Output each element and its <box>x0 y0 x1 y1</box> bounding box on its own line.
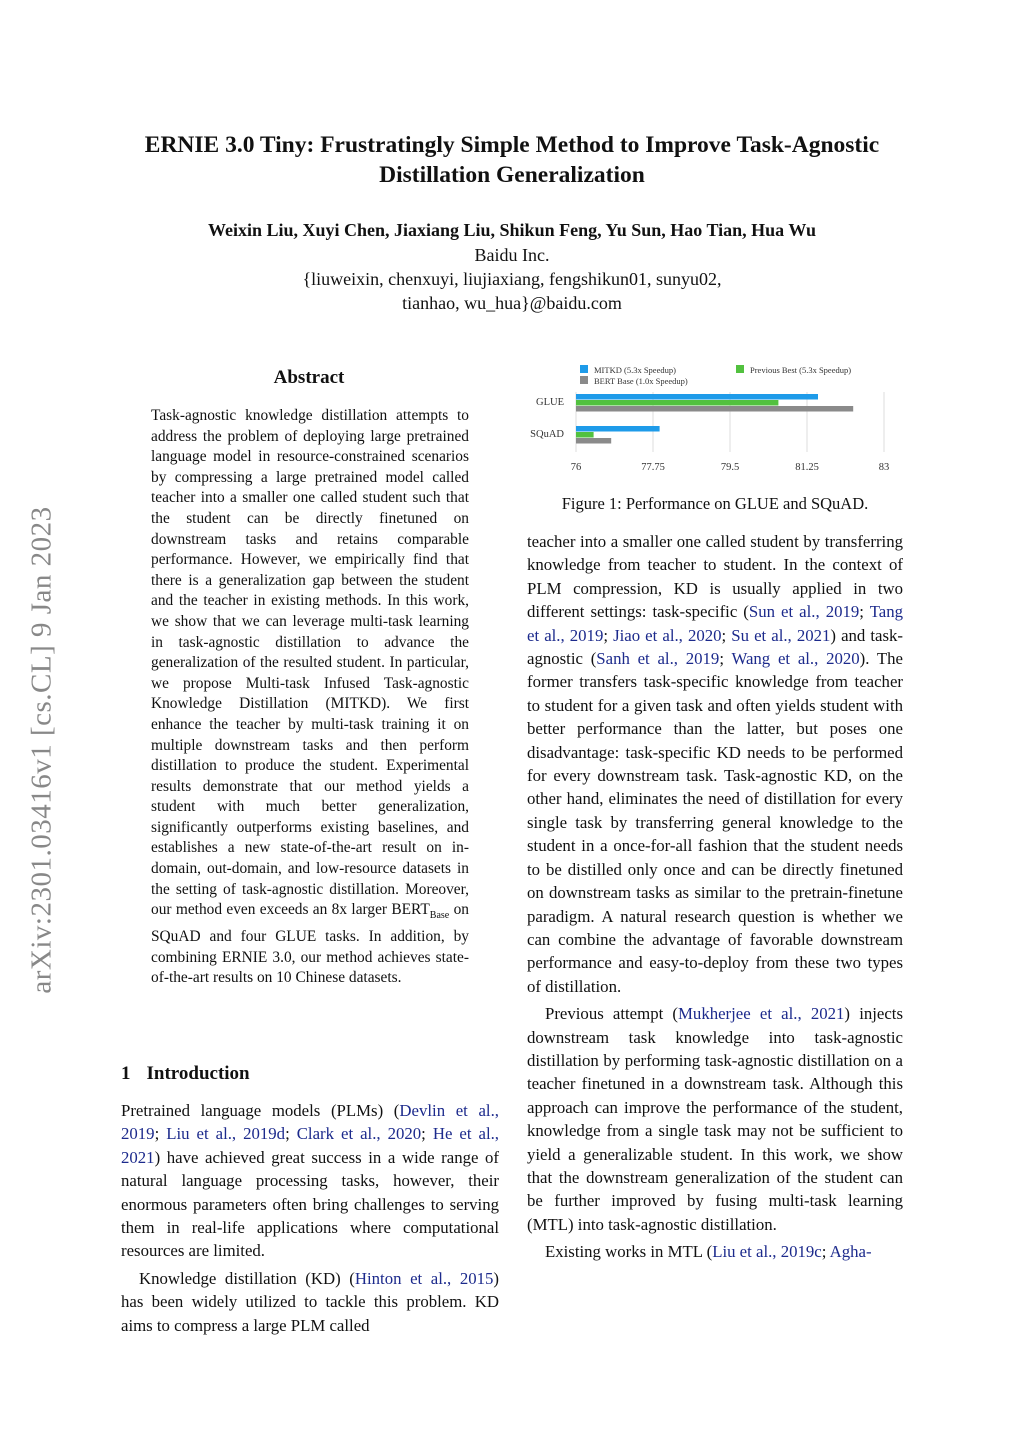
right-column <box>527 530 903 1264</box>
text-span: Knowledge distillation (KD) ( <box>139 1268 355 1288</box>
emails-line-1: {liuweixin, chenxuyi, liujiaxiang, fengshikun01, sunyu02, <box>302 269 722 289</box>
text-span: ; <box>421 1124 433 1144</box>
category-label: GLUE <box>536 397 564 408</box>
text-span: ; <box>721 625 732 645</box>
text-span: ) injects downstream task knowledge into task-agnostic distillation by performing task-agnostic distillation on a teacher finetuned in a downstream task. Although this approach can improve the performance of the student, knowledge from a single task may not be sufficient to yield a generalizable student. In this work, we show that the downstream generalization of the student can be further improved by fusing multi-task learning (MTL) into task-agnostic distillation. <box>527 1004 903 1234</box>
x-tick-label: 76 <box>570 462 582 473</box>
abstract-heading: Abstract <box>273 367 345 388</box>
bar-squad-3 <box>576 438 611 444</box>
affiliation: Baidu Inc. <box>474 245 550 265</box>
abstract-body <box>151 406 469 989</box>
legend-swatch <box>736 365 744 373</box>
text-span: ; <box>859 602 870 622</box>
legend-swatch <box>580 365 588 373</box>
citation-link[interactable]: Sanh et al., 2019 <box>596 649 720 669</box>
section-heading <box>121 1063 250 1085</box>
x-tick-label: 79.5 <box>720 462 740 473</box>
legend-label: Previous Best (5.3x Speedup) <box>750 365 852 375</box>
bar-squad-1 <box>576 426 660 432</box>
bert-term: BERT <box>391 901 430 919</box>
intro-paragraph-3 <box>527 530 903 998</box>
bar-glue-1 <box>576 394 818 400</box>
left-column <box>121 1099 499 1337</box>
paper-title <box>100 130 924 190</box>
citation-link[interactable]: Hinton et al., 2015 <box>354 1268 494 1288</box>
text-span: ) have achieved great success in a wide range of natural language processing tasks, however, their enormous parameters often bring challenges to serving them in real-life applications where computational resources are limited. <box>121 1147 499 1261</box>
intro-paragraph-4 <box>527 1002 903 1236</box>
citation-link[interactable]: Su et al., 2021 <box>731 625 831 645</box>
x-tick-label: 77.75 <box>641 462 665 473</box>
citation-link[interactable]: Agha- <box>829 1242 872 1262</box>
x-tick-label: 83 <box>878 462 890 473</box>
intro-paragraph-1 <box>121 1099 499 1263</box>
text-span: teacher into a smaller one called student by transferring knowledge from teacher to student. In the context of PLM compression, KD is usually applied in two different settings: task-specific ( <box>527 532 903 622</box>
title-line-1: ERNIE 3.0 Tiny: Frustratingly Simple Method to Improve Task-Agnostic <box>144 132 880 158</box>
text-span: ; <box>154 1124 167 1144</box>
figure-1-chart <box>520 360 900 478</box>
text-span: ) and task-agnostic ( <box>527 625 903 669</box>
category-label: SQuAD <box>530 429 564 440</box>
text-span: ). The former transfers task-specific knowledge from teacher to student for a given task and often yields student with better performance than the latter, but poses one disadvantage: task-specific KD needs to be performed for every downstream task. Task-agnostic KD, on the other hand, eliminates the need of distillation for every single task by transferring general knowledge to the student in a once-for-all fashion that the student needs to be distilled only once and can be directly finetuned on downstream tasks as similar to the pretrain-finetune paradigm. A natural research question is whether we can combine the advantage of favorable downstream performance and easy-to-deploy from these two types of distillation. <box>527 649 903 996</box>
bar-chart-svg <box>520 360 900 478</box>
legend-label: MITKD (5.3x Speedup) <box>594 365 676 375</box>
emails-line-2: tianhao, wu_hua}@baidu.com <box>402 293 622 313</box>
x-tick-label: 81.25 <box>795 462 819 473</box>
citation-link[interactable]: Liu et al., 2019d <box>166 1124 286 1144</box>
citation-link[interactable]: Liu et al., 2019c <box>712 1242 822 1262</box>
section-title: Introduction <box>146 1063 250 1084</box>
figure-caption: Figure 1: Performance on GLUE and SQuAD. <box>561 494 869 513</box>
text-span: ) has been widely utilized to tackle this problem. KD aims to compress a large PLM called <box>121 1268 499 1335</box>
arxiv-identifier: arXiv:2301.03416v1 [cs.CL] 9 Jan 2023 <box>25 506 58 994</box>
title-line-2: Distillation Generalization <box>379 162 645 188</box>
abstract-text-1: Task-agnostic knowledge distillation attempts to address the problem of deploying large pretrained language model in resource-constrained scenarios by compressing a large pretrained model called teacher into a smaller one called student such that the student can be directly finetuned on downstream tasks and retains comparable performance. However, we empirically find that there is a generalization gap between the student and the teacher in existing methods. In this work, we show that we can leverage multi-task learning in task-agnostic distillation to advance the generalization of the resulted student. In particular, we propose Multi-task Infused Task-agnostic Knowledge Distillation (MITKD). We first enhance the teacher by multi-task training it on multiple downstream tasks and then perform distillation to produce the student. Experimental results demonstrate that our method yields a student with much better generalization, significantly outperforms existing baselines, and establishes a new state-of-the-art result on in-domain, out-domain, and low-resource datasets in the setting of task-agnostic distillation. Moreover, our method even exceeds an 8x larger <box>151 407 469 919</box>
abstract-text-2: on SQuAD and four GLUE tasks. In addition, by combining ERNIE 3.0, our method achieves state-of-the-art results on 10 Chinese datasets. <box>151 901 469 987</box>
citation-link[interactable]: Mukherjee et al., 2021 <box>678 1004 845 1024</box>
section-number: 1 <box>121 1063 131 1084</box>
text-span: Previous attempt ( <box>545 1004 679 1024</box>
bar-glue-2 <box>576 400 778 406</box>
text-span: Existing works in MTL ( <box>545 1242 713 1262</box>
citation-link[interactable]: Sun et al., 2019 <box>748 602 860 622</box>
bar-squad-2 <box>576 432 594 438</box>
intro-paragraph-5 <box>527 1240 903 1263</box>
legend-label: BERT Base (1.0x Speedup) <box>594 376 688 386</box>
bert-subscript: Base <box>429 910 450 922</box>
text-span: ; <box>719 649 732 669</box>
text-span: Pretrained language models (PLMs) ( <box>121 1101 400 1120</box>
legend-swatch <box>580 376 588 384</box>
author-list: Weixin Liu, Xuyi Chen, Jiaxiang Liu, Shikun Feng, Yu Sun, Hao Tian, Hua Wu <box>207 220 817 240</box>
bar-glue-3 <box>576 406 853 412</box>
citation-link[interactable]: He et al., 2021 <box>121 1124 499 1167</box>
intro-paragraph-2 <box>121 1267 499 1337</box>
text-span: ; <box>285 1124 297 1144</box>
citation-link[interactable]: Devlin et al., 2019 <box>121 1101 499 1144</box>
text-span: ; <box>603 625 614 645</box>
arxiv-sidebar <box>18 460 66 1040</box>
affiliation-block <box>100 243 924 315</box>
citation-link[interactable]: Clark et al., 2020 <box>296 1124 422 1144</box>
text-span: ; <box>821 1242 830 1262</box>
citation-link[interactable]: Tang et al., 2019 <box>527 602 903 645</box>
citation-link[interactable]: Wang et al., 2020 <box>731 649 860 669</box>
citation-link[interactable]: Jiao et al., 2020 <box>613 625 722 645</box>
